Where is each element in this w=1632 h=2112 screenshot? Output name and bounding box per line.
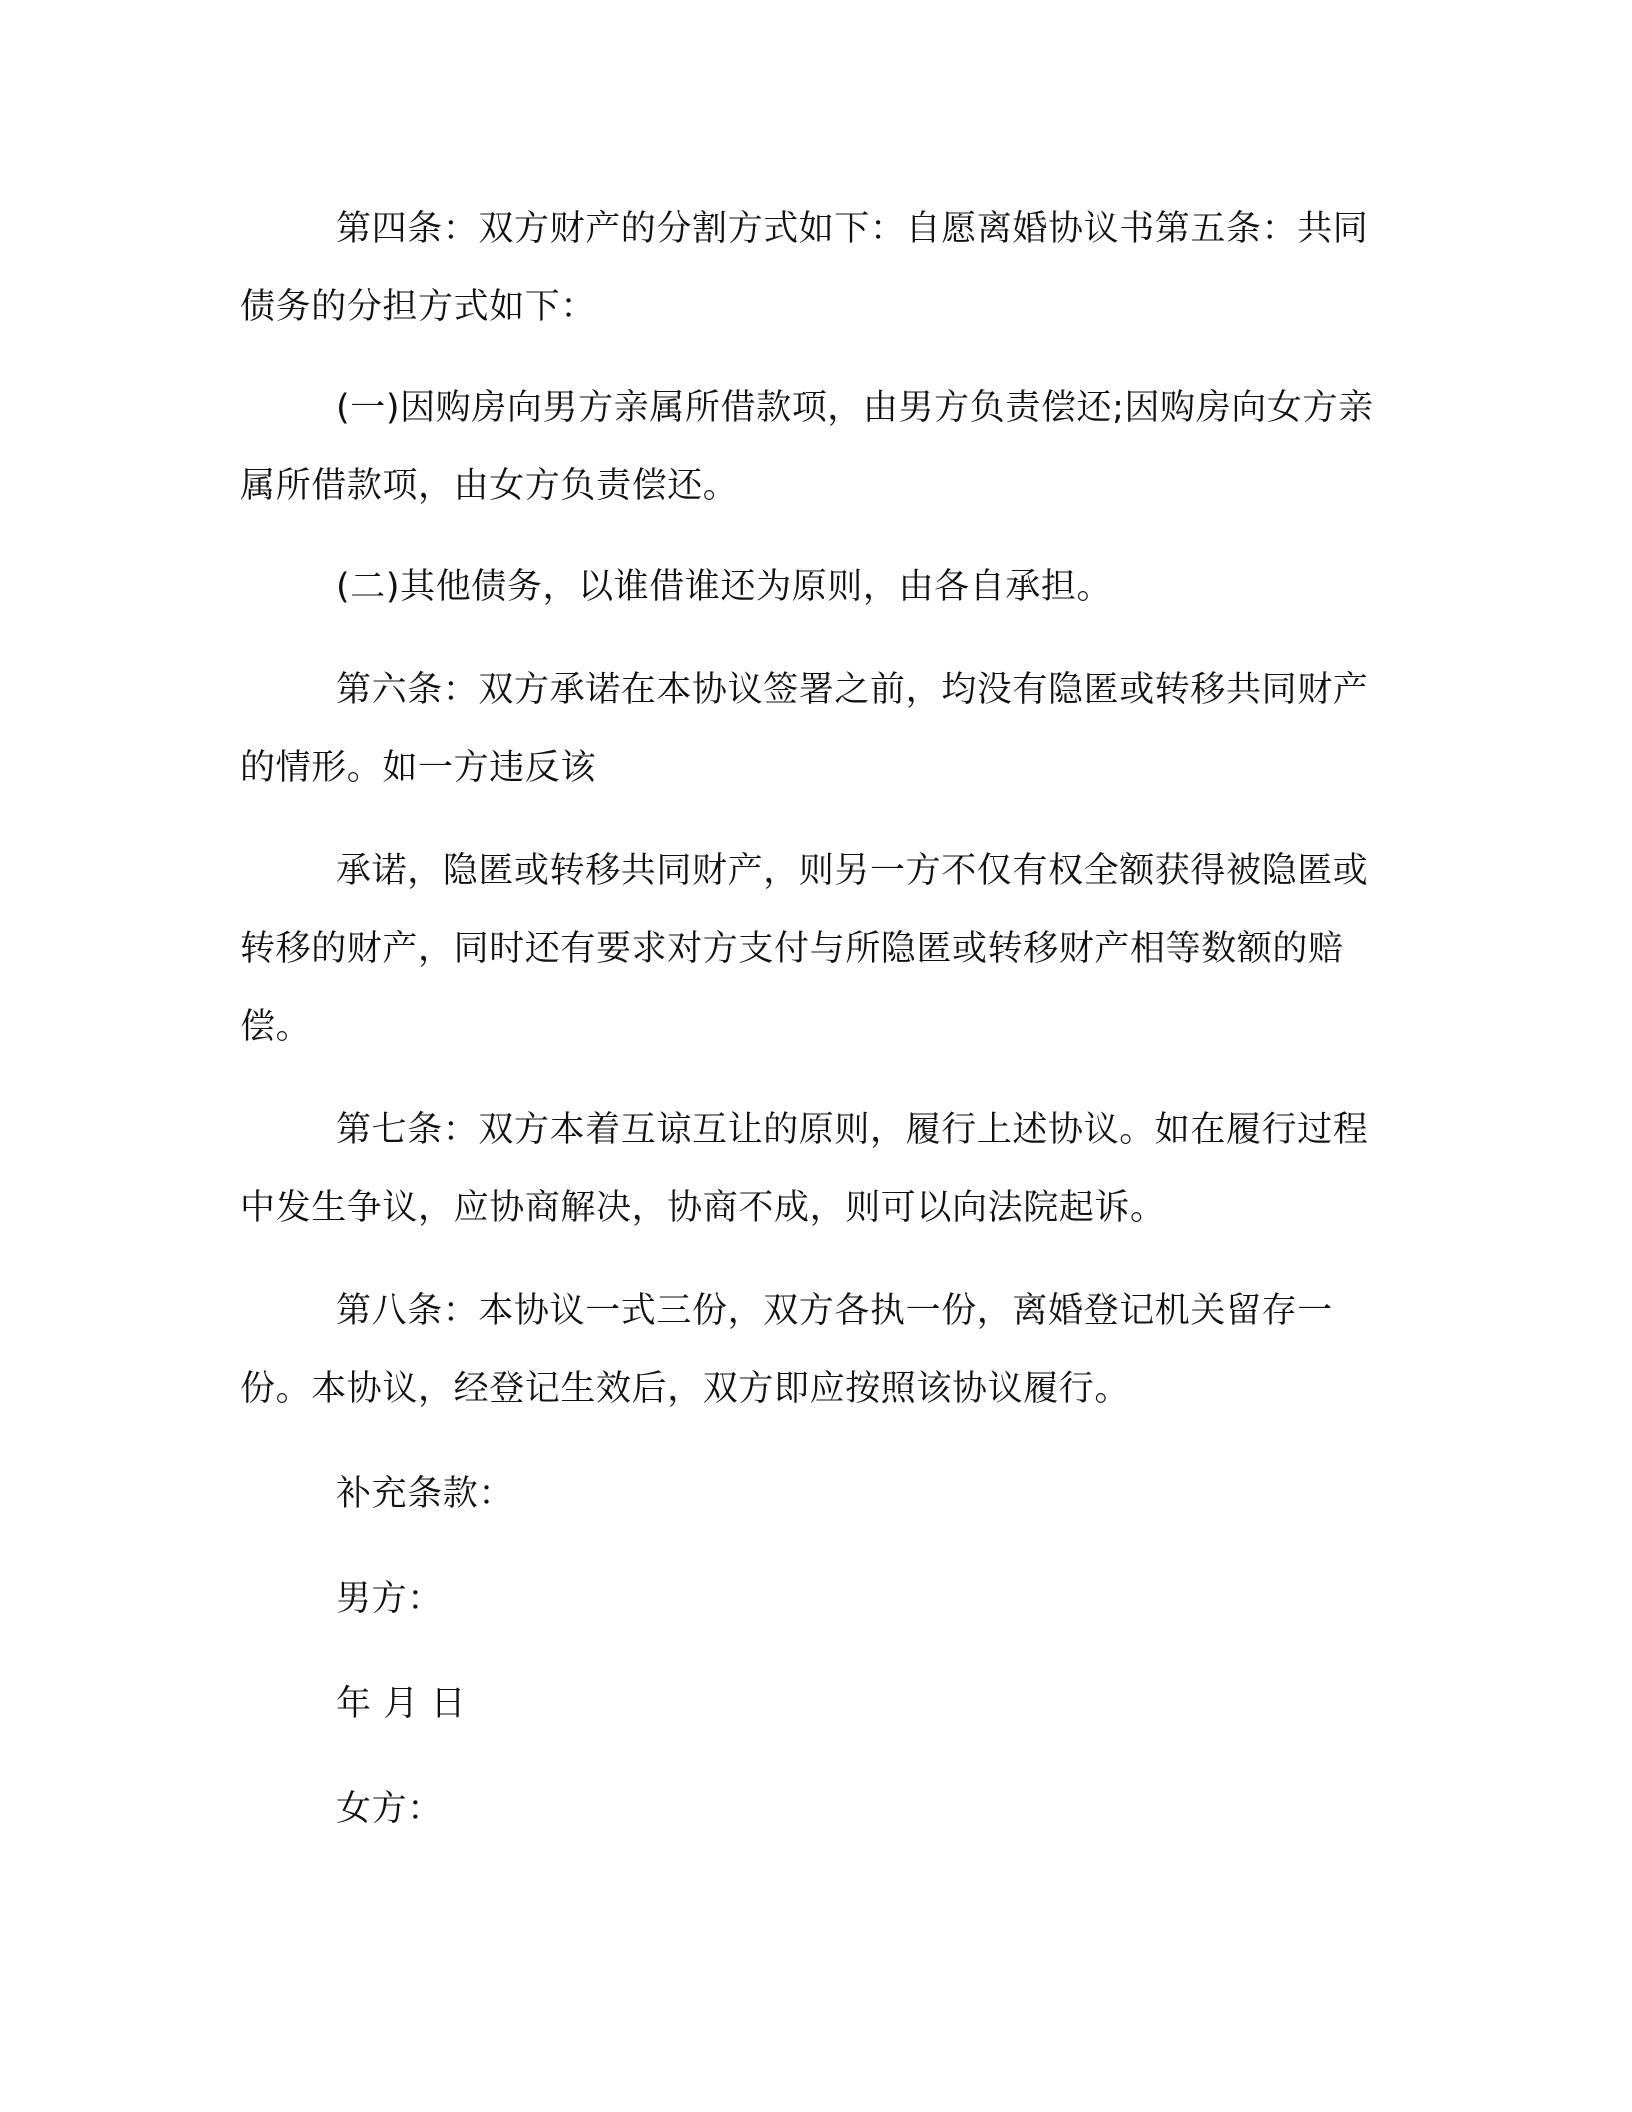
article-8-paragraph: 第八条：本协议一式三份，双方各执一份，离婚登记机关留存一份。本协议，经登记生效后，双方即应按照该协议履行。 xyxy=(240,1291,1333,1409)
article-6-continuation-paragraph: 承诺，隐匿或转移共同财产，则另一方不仅有权全额获得被隐匿或转移的财产，同时还有要求对方支付与所隐匿或转移财产相等数额的赔偿。 xyxy=(240,851,1369,1047)
article-7-paragraph: 第七条：双方本着互谅互让的原则，履行上述协议。如在履行过程中发生争议，应协商解决，协商不成，则可以向法院起诉。 xyxy=(240,1110,1369,1228)
article-6-paragraph: 第六条：双方承诺在本协议签署之前，均没有隐匿或转移共同财产的情形。如一方违反该 xyxy=(240,670,1369,788)
supplementary-terms-label: 补充条款： xyxy=(336,1474,515,1514)
article-4-paragraph: 第四条：双方财产的分割方式如下：自愿离婚协议书第五条：共同债务的分担方式如下： xyxy=(240,209,1369,327)
date-line: 年 月 日 xyxy=(336,1684,467,1724)
document-body xyxy=(240,190,1380,1848)
debt-item-1-paragraph: (一)因购房向男方亲属所借款项，由男方负责偿还;因购房向女方亲属所借款项，由女方负责偿还。 xyxy=(240,388,1374,506)
female-party-signature-label: 女方： xyxy=(336,1789,443,1829)
male-party-signature-label: 男方： xyxy=(336,1579,443,1619)
debt-item-2-paragraph: (二)其他债务，以谁借谁还为原则，由各自承担。 xyxy=(336,567,1113,607)
